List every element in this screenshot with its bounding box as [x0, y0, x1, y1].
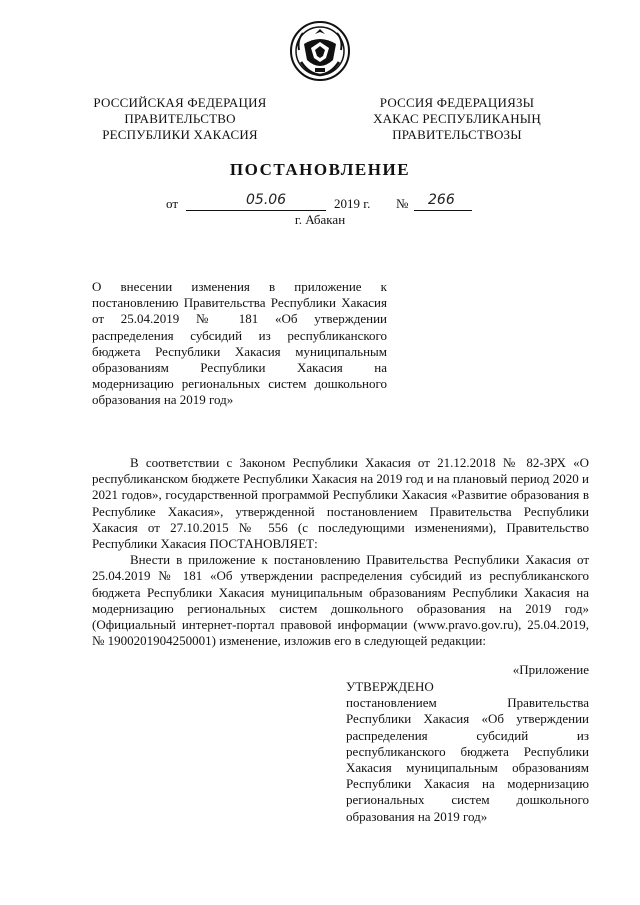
year-label: 2019 г. [334, 196, 371, 211]
number-label: № [396, 196, 409, 211]
number-value: 266 [428, 192, 455, 208]
date-line [166, 192, 486, 214]
appendix-label: «Приложение [512, 662, 589, 677]
header-right [352, 95, 562, 143]
header-right-line: ПРАВИТЕЛЬСТВОЗЫ [392, 127, 522, 142]
date-value: 05.06 [246, 192, 287, 208]
body-paragraph-2: Внести в приложение к постановлению Правительства Республики Хакасия от 25.04.2019 № 181 «Об утверждении распределения субсидий из республиканского бюджета Республики Хакасия муниципальным образованиям Республики Хакасия на модернизацию региональных систем дошкольного образования на 2019 год» (Официальный интернет-портал правовой информации (www.pravo.gov.ru), 25.04.2019, № 1900201904250001) изменение, изложив его в следующей редакции: [92, 552, 589, 649]
approved-heading: УТВЕРЖДЕНО [346, 679, 434, 694]
header-left [80, 95, 280, 143]
header-left-line: ПРАВИТЕЛЬСТВО [124, 111, 236, 126]
from-label: от [166, 196, 179, 211]
body-text [92, 455, 589, 649]
subject-block [92, 279, 387, 409]
body-paragraph-1: В соответствии с Законом Республики Хакасия от 21.12.2018 № 82-ЗРХ «О республиканском бюджете Республики Хакасия на 2019 год и на плановый период 2020 и 2021 годов», государственной программой Республики Хакасия «Развитие образования в Республике Хакасия», утвержденной постановлением Правительства Республики Хакасия от 27.10.2015 № 556 (с последующими изменениями), Правительство Республики Хакасия ПОСТАНОВЛЯЕТ: [92, 455, 589, 552]
approval-block [346, 679, 589, 825]
coat-of-arms-icon [289, 20, 351, 82]
city: г. Абакан [294, 212, 346, 227]
document-title: ПОСТАНОВЛЕНИЕ [229, 160, 411, 179]
date-underline [186, 210, 326, 211]
header-left-line: РОССИЙСКАЯ ФЕДЕРАЦИЯ [93, 95, 267, 110]
approval-text: постановлением Правительства Республики Хакасия «Об утверждении распределения субсидий из республиканского бюджета Республики Хакасия муниципальным образованиям Республики Хакасия на модернизацию региональных систем дошкольного образования на 2019 год» [346, 695, 589, 824]
subject-text: О внесении изменения в приложение к постановлению Правительства Республики Хакасия от 25.04.2019 № 181 «Об утверждении распределения субсидий из республиканского бюджета Республики Хакасия муниципальным образованиям Республики Хакасия на модернизацию региональных систем дошкольного образования на 2019 год» [92, 279, 387, 408]
header-right-line: РОССИЯ ФЕДЕРАЦИЯЗЫ [379, 95, 535, 110]
number-underline [414, 210, 472, 211]
header-left-line: РЕСПУБЛИКИ ХАКАСИЯ [102, 127, 258, 142]
header-right-line: ХАКАС РЕСПУБЛИКАНЫҢ [373, 111, 541, 126]
